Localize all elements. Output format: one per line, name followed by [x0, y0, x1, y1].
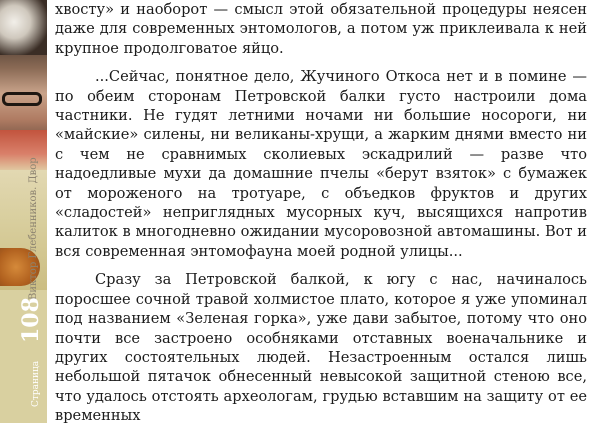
page-number: 108: [18, 297, 44, 343]
paragraph-3: Сразу за Петровской балкой, к югу с нас, начиналось поросшее сочной травой холмистое плато, которое я уже упоминал под названием «Зеленая горка», уже дави забытое, потому что оно почти все застроено особняками отставных военачальнике и других состоятельных людей. Незастроенным остался лишь небольшой пятачок обнесенный невысокой защитной стеною все, что удалось отстоять археологам, грудью вставшим на защиту от ее временных: [55, 271, 587, 425]
body-text: [55, 0, 587, 426]
author-photo: [0, 0, 47, 170]
photo-hair: [0, 0, 47, 55]
paragraph-1: хвосту» и наоборот — смысл этой обязательной процедуры неясен даже для современных энтомологов, а потом уж приклеивала к ней крупное продолговатое яйцо.: [55, 1, 587, 57]
paragraph-2: ...Сейчас, понятное дело, Жучиного Откоса нет и в помине — по обеим сторонам Петровской балки густо настроили дома частники. Не гудят летними ночами ни большие носороги, ни «майские» силены, ни великаны-хрущи, а жарким днями вместо ни с чем не сравнимых сколиевых эскадрилий — разве что надоедливые мухи да домашние пчелы «берут взяток» с бумажек от мороженого на тротуаре, с объедков фруктов и других «сладостей» неприглядных мусорных куч, высящихся напротив калиток в многодневно ожидании мусоровозной автомашины. Вот и вся современная энтомофауна моей родной улицы...: [55, 68, 587, 260]
sidebar: [0, 0, 47, 423]
photo-glasses: [2, 92, 42, 106]
photo-detail: [0, 130, 47, 170]
author-title: Виктор Глебенников. Двор: [28, 157, 39, 300]
page-label: Страница: [31, 360, 41, 407]
